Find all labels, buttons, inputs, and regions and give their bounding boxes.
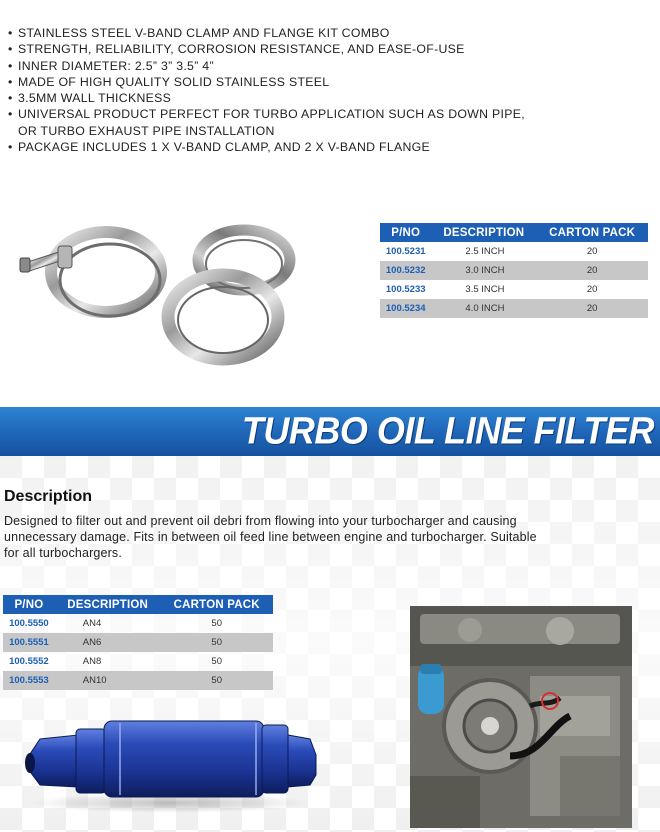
part-description: 4.0 INCH: [431, 299, 536, 318]
part-description: AN8: [82, 656, 102, 667]
vband-clamp-flange-photo: [18, 220, 308, 375]
header-pno: P/NO: [380, 223, 431, 242]
carton-pack: 20: [586, 284, 598, 295]
part-number: 100.5233: [385, 284, 426, 295]
table-row: [380, 261, 648, 280]
part-number: 100.5551: [3, 633, 55, 652]
table-row: [380, 242, 648, 261]
header-description: DESCRIPTION: [55, 595, 161, 614]
feature-item: • STAINLESS STEEL V-BAND CLAMP AND FLANGE KIT COMBO: [8, 25, 525, 41]
carton-pack: 50: [160, 671, 273, 690]
part-number: 100.5552: [9, 656, 49, 667]
filter-product-table: [3, 595, 273, 690]
feature-item: • PACKAGE INCLUDES 1 X V-BAND CLAMP, AND 2 X V-BAND FLANGE: [8, 139, 525, 155]
header-carton-pack: CARTON PACK: [160, 595, 273, 614]
table-row: [380, 280, 648, 299]
table-header-row: [3, 595, 273, 614]
part-description: AN10: [55, 671, 161, 690]
carton-pack: 50: [211, 618, 222, 629]
feature-list: [8, 25, 525, 155]
part-number: 100.5232: [380, 261, 431, 280]
part-description: 3.5 INCH: [465, 284, 505, 295]
part-description: 2.5 INCH: [465, 246, 505, 257]
section-banner: [0, 407, 660, 456]
carton-pack: 20: [536, 299, 648, 318]
header-carton-pack: CARTON PACK: [536, 223, 648, 242]
part-description: 3.0 INCH: [431, 261, 536, 280]
feature-item: • MADE OF HIGH QUALITY SOLID STAINLESS STEEL: [8, 74, 525, 90]
carton-pack: 50: [160, 633, 273, 652]
blue-oil-line-filter-photo: [20, 705, 320, 815]
carton-pack: 20: [536, 261, 648, 280]
feature-item: • UNIVERSAL PRODUCT PERFECT FOR TURBO APPLICATION SUCH AS DOWN PIPE, OR TURBO EXHAUST PIPE INSTALLATION: [8, 106, 525, 139]
part-number: 100.5231: [385, 246, 426, 257]
carton-pack: 20: [586, 246, 598, 257]
table-row: [3, 652, 273, 671]
part-description: AN6: [55, 633, 161, 652]
feature-item: • INNER DIAMETER: 2.5” 3” 3.5” 4”: [8, 58, 525, 74]
table-row: [3, 614, 273, 633]
feature-item: • STRENGTH, RELIABILITY, CORROSION RESISTANCE, AND EASE-OF-USE: [8, 41, 525, 57]
part-description: AN4: [82, 618, 102, 629]
vband-product-table: [380, 223, 648, 318]
description-heading: Description: [4, 488, 93, 505]
table-header-row: [380, 223, 648, 242]
feature-item: • 3.5MM WALL THICKNESS: [8, 90, 525, 106]
table-row: [380, 299, 648, 318]
table-row: [3, 671, 273, 690]
part-number: 100.5234: [380, 299, 431, 318]
header-pno: P/NO: [3, 595, 55, 614]
table-row: [3, 633, 273, 652]
carton-pack: 50: [211, 656, 222, 667]
feature-item-continuation: OR TURBO EXHAUST PIPE INSTALLATION: [18, 123, 275, 138]
part-number: 100.5553: [3, 671, 55, 690]
banner-title: TURBO OIL LINE FILTER: [241, 408, 654, 452]
description-body: Designed to filter out and prevent oil debri from flowing into your turbocharger and causing unnecessary damage. Fits in between oil feed line between engine and turbocharger. Suitable for all turbochargers.: [4, 514, 537, 560]
header-description: DESCRIPTION: [431, 223, 536, 242]
turbo-engine-bay-photo: [410, 606, 632, 828]
part-number: 100.5550: [9, 618, 49, 629]
